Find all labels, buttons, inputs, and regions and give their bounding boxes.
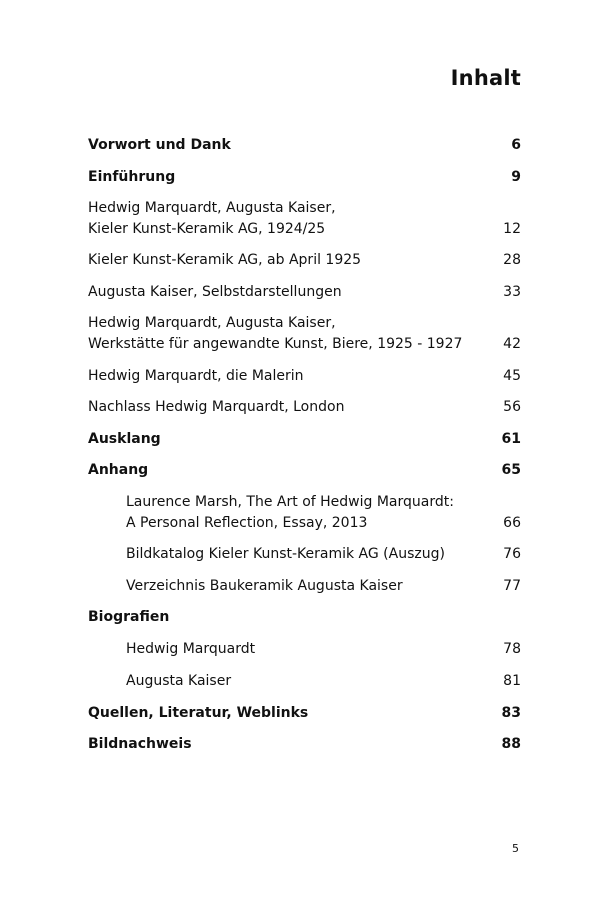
toc-entry-page: 76 bbox=[503, 546, 521, 562]
toc-entry-label: Bildkatalog Kieler Kunst-Keramik AG (Auszug) bbox=[126, 546, 445, 562]
toc-entry-page: 28 bbox=[503, 252, 521, 268]
toc-entry-label-line2: Kieler Kunst-Keramik AG, 1924/25 bbox=[88, 221, 326, 237]
toc-entry[interactable] bbox=[88, 429, 521, 450]
toc-entry-page: 66 bbox=[503, 515, 521, 531]
toc-entry[interactable] bbox=[88, 703, 521, 724]
toc-subentry[interactable] bbox=[88, 544, 521, 565]
toc-entry[interactable] bbox=[88, 366, 521, 387]
toc-entry-page: 33 bbox=[503, 284, 521, 300]
toc-entry[interactable] bbox=[88, 397, 521, 418]
toc-entry[interactable] bbox=[88, 198, 521, 240]
toc-entry-page: 56 bbox=[503, 399, 521, 415]
toc-entry[interactable] bbox=[88, 250, 521, 271]
toc-subentry[interactable] bbox=[88, 671, 521, 692]
toc-entry[interactable] bbox=[88, 167, 521, 188]
toc-entry-label: Hedwig Marquardt, die Malerin bbox=[88, 368, 304, 384]
toc-entry-label: Quellen, Literatur, Weblinks bbox=[88, 705, 309, 721]
toc-entry-label-line2: Werkstätte für angewandte Kunst, Biere, 1925 - 1927 bbox=[88, 336, 463, 352]
toc-entry-page: 65 bbox=[501, 462, 521, 478]
toc-entry-page: 6 bbox=[511, 137, 521, 153]
toc-entry-label: Verzeichnis Baukeramik Augusta Kaiser bbox=[126, 578, 403, 594]
toc-entry-label: Bildnachweis bbox=[88, 736, 192, 752]
toc-entry-label: Vorwort und Dank bbox=[88, 137, 231, 153]
toc-entry-label: Nachlass Hedwig Marquardt, London bbox=[88, 399, 345, 415]
toc-entry-label: Kieler Kunst-Keramik AG, ab April 1925 bbox=[88, 252, 362, 268]
toc-entry[interactable] bbox=[88, 734, 521, 755]
toc-entry-page: 83 bbox=[501, 705, 521, 721]
toc-section-heading[interactable] bbox=[88, 607, 521, 628]
toc-entry-label: Biografien bbox=[88, 609, 170, 625]
toc-entry-label: Einführung bbox=[88, 169, 176, 185]
toc-subentry[interactable] bbox=[88, 576, 521, 597]
toc-entry-page: 78 bbox=[503, 641, 521, 657]
toc-entry-label-line2: A Personal Reflection, Essay, 2013 bbox=[126, 515, 368, 531]
toc-entry-page: 61 bbox=[501, 431, 521, 447]
toc-entry-label: Laurence Marsh, The Art of Hedwig Marquardt: bbox=[126, 494, 454, 510]
toc-subentry[interactable] bbox=[88, 492, 521, 534]
page-title: Inhalt bbox=[450, 66, 521, 90]
toc-entry[interactable] bbox=[88, 135, 521, 156]
toc-entry-label: Augusta Kaiser bbox=[126, 673, 232, 689]
page-number: 5 bbox=[512, 842, 519, 855]
toc-entry-page: 77 bbox=[503, 578, 521, 594]
toc-entry-page: 42 bbox=[503, 336, 521, 352]
toc-subentry[interactable] bbox=[88, 639, 521, 660]
toc-entry-page: 9 bbox=[511, 169, 521, 185]
toc-entry-label: Anhang bbox=[88, 462, 149, 478]
toc-entry-label: Hedwig Marquardt, Augusta Kaiser, bbox=[88, 315, 336, 331]
toc-entry-page: 81 bbox=[503, 673, 521, 689]
toc-entry[interactable] bbox=[88, 313, 521, 355]
toc-entry[interactable] bbox=[88, 282, 521, 303]
toc-entry-page: 88 bbox=[501, 736, 521, 752]
toc-entry-label: Hedwig Marquardt, Augusta Kaiser, bbox=[88, 200, 336, 216]
toc-entry-label: Ausklang bbox=[88, 431, 161, 447]
toc-entry-page: 45 bbox=[503, 368, 521, 384]
toc-entry[interactable] bbox=[88, 460, 521, 481]
toc-entry-page: 12 bbox=[503, 221, 521, 237]
toc-entry-label: Hedwig Marquardt bbox=[126, 641, 256, 657]
toc-entry-label: Augusta Kaiser, Selbstdarstellungen bbox=[88, 284, 342, 300]
